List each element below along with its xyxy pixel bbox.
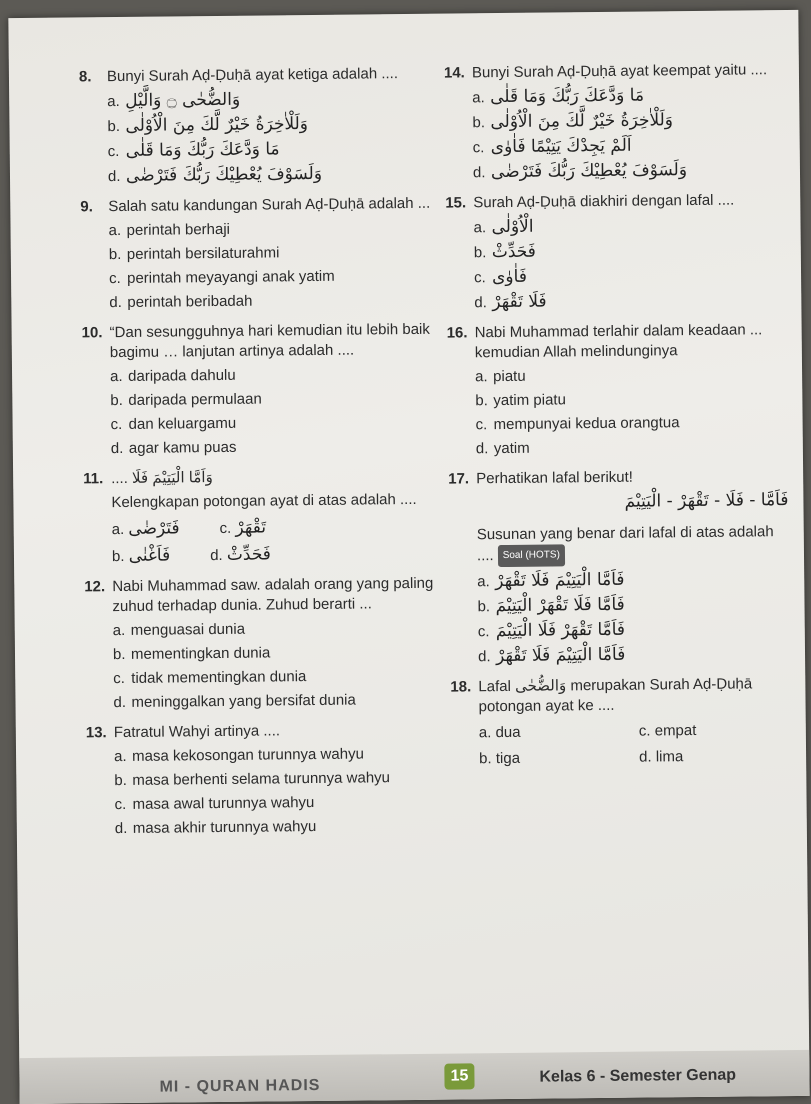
answer-option: [479, 748, 599, 769]
question-number: 12.: [84, 578, 106, 596]
answer-option: [479, 722, 599, 743]
option-letter: d.: [113, 693, 127, 712]
option-arabic: وَلَسَوْفَ يُعْطِيْكَ رَبُّكَ فَتَرْضٰى: [490, 160, 688, 183]
option-text: perintah berhaji: [126, 220, 231, 239]
question: [447, 320, 788, 460]
option-arabic: فَاَمَّا الْيَتِيْمَ فَلَا تَقْهَرْ: [495, 644, 626, 667]
page-number: 15: [444, 1063, 474, 1089]
question-head: [84, 574, 444, 618]
answer-option: [85, 666, 445, 690]
option-text: dua: [495, 723, 521, 742]
option-text: menguasai dunia: [130, 620, 246, 639]
answer-option: [444, 84, 784, 109]
answer-row: [84, 543, 444, 568]
answer-option: [446, 239, 786, 264]
answer-option: [82, 412, 442, 436]
question-text-2: Kelengkapan potongan ayat di atas adalah ....: [111, 490, 417, 512]
option-letter: d.: [210, 546, 227, 565]
answer-option: [448, 412, 788, 436]
question: [84, 574, 445, 714]
option-arabic: مَا وَدَّعَكَ رَبُّكَ وَمَا قَلٰى: [490, 85, 645, 108]
option-text: daripada permulaan: [128, 390, 262, 409]
footer-semester: Kelas 6 - Semester Genap: [539, 1066, 737, 1086]
question-number: 13.: [85, 724, 107, 742]
answer-option: [82, 388, 442, 412]
option-letter: a.: [108, 221, 122, 240]
option-letter: a.: [107, 93, 120, 111]
question-text-2: Susunan yang benar dari lafal di atas adalah .... Soal (HOTS): [449, 522, 789, 568]
option-arabic: الْاُوْلٰى: [491, 216, 534, 238]
question-text: Nabi Muhammad terlahir dalam keadaan ... kemudian Allah melindunginya: [474, 321, 763, 362]
option-letter: c.: [473, 269, 486, 287]
answer-row: [451, 746, 791, 770]
option-letter: c.: [108, 270, 121, 288]
answer-option: [450, 618, 790, 643]
option-arabic: اَلَمْ يَجِدْكَ يَتِيْمًا فَاٰوٰى: [490, 135, 632, 158]
question-text: Salah satu kandungan Surah Aḍ-Ḍuḥā adalah ...: [108, 194, 431, 216]
option-letter: a.: [110, 367, 123, 386]
question-text: Bunyi Surah Aḍ-Ḍuḥā ayat ketiga adalah ....: [106, 65, 399, 86]
option-letter: b.: [111, 547, 129, 566]
answer-option: [448, 436, 788, 460]
question-head: [444, 60, 784, 84]
option-letter: c.: [219, 519, 236, 537]
question-number: 18.: [450, 678, 472, 696]
question: [83, 466, 444, 568]
question-text: Bunyi Surah Aḍ-Ḍuḥā ayat keempat yaitu ....: [471, 61, 768, 82]
question-number: 15.: [445, 194, 467, 212]
question: [445, 190, 786, 314]
option-letter: a.: [113, 747, 127, 766]
option-text: lima: [655, 748, 684, 766]
answer-option: [81, 290, 441, 314]
option-letter: c.: [477, 623, 490, 641]
option-text: tiga: [495, 749, 521, 768]
question: [448, 466, 790, 668]
option-letter: d.: [477, 648, 491, 666]
option-letter: d.: [110, 439, 124, 458]
answer-option: [81, 242, 441, 266]
answer-option: [450, 643, 790, 668]
option-letter: b.: [479, 750, 496, 768]
answer-option: [639, 720, 759, 741]
question-number: 16.: [446, 324, 468, 342]
answer-option: [80, 218, 440, 242]
option-text: yatim: [493, 439, 530, 458]
option-arabic: فَحَدِّثْ: [491, 241, 536, 263]
option-text: empat: [654, 722, 697, 740]
worksheet-page: [8, 10, 809, 1104]
question-text: .... وَاَمَّا الْيَتِيْمَ فَلَا: [111, 469, 213, 488]
option-letter: a.: [477, 573, 490, 591]
answer-option: [112, 518, 180, 540]
option-letter: d.: [107, 168, 121, 186]
option-letter: d.: [639, 748, 656, 766]
answer-option: [86, 768, 446, 792]
answer-option: [80, 163, 440, 188]
question-head: [445, 190, 785, 214]
footer-subject: MI - QURAN HADIS: [159, 1076, 321, 1096]
option-letter: c.: [638, 722, 655, 740]
option-text: yatim piatu: [493, 391, 566, 410]
question-head: [450, 674, 790, 718]
answer-option: [445, 134, 785, 159]
option-letter: c.: [114, 795, 127, 814]
answer-option: [85, 618, 445, 642]
question: [80, 194, 441, 314]
option-text: masa akhir turunnya wahyu: [132, 817, 317, 837]
answer-option: [87, 816, 447, 840]
answer-option: [86, 792, 446, 816]
option-text: perintah beribadah: [127, 292, 253, 311]
question-head: [86, 720, 446, 744]
answer-option: [449, 568, 789, 593]
option-letter: b.: [108, 245, 122, 264]
option-arabic: وَلَسَوْفَ يُعْطِيْكَ رَبُّكَ فَتَرْضٰى: [125, 163, 323, 186]
option-letter: b.: [112, 645, 126, 664]
answer-option: [85, 690, 445, 714]
question-head: [79, 64, 439, 88]
question-text: Perhatikan lafal berikut!: [476, 468, 634, 488]
answer-option: [80, 138, 440, 163]
answer-option: [447, 364, 787, 388]
option-text: meninggalkan yang bersifat dunia: [131, 691, 356, 711]
option-arabic: مَا وَدَّعَكَ رَبُّكَ وَمَا قَلٰى: [125, 139, 280, 161]
option-arabic: وَلَلْاٰخِرَةُ خَيْرٌ لَّكَ مِنَ الْاُوْلٰى: [125, 114, 309, 136]
question-number: 10.: [81, 324, 103, 342]
question-text: Fatratul Wahyi artinya ....: [113, 722, 281, 742]
answer-option: [82, 364, 442, 388]
left-column: [79, 64, 447, 850]
answer-option: [445, 214, 785, 239]
option-arabic: وَالضُّحٰى ۝ وَالَّيْلِ: [125, 89, 241, 111]
right-column: [444, 60, 791, 780]
answer-option: [220, 517, 267, 538]
answer-option: [449, 593, 789, 618]
answer-option: [210, 544, 271, 566]
option-arabic: تَقْهَرْ: [235, 517, 267, 538]
question-head: [448, 466, 788, 490]
option-text: tidak mementingkan dunia: [131, 668, 307, 687]
option-letter: b.: [475, 392, 488, 410]
option-arabic: فَاٰوٰى: [491, 266, 528, 288]
option-text: piatu: [493, 367, 526, 386]
option-letter: a.: [112, 621, 126, 640]
option-text: masa kekosongan turunnya wahyu: [131, 745, 364, 765]
option-letter: d.: [114, 819, 128, 838]
option-letter: a.: [111, 520, 129, 539]
option-text: mempunyai kedua orangtua: [493, 414, 680, 434]
question-text: Surah Aḍ-Ḍuḥā diakhiri dengan lafal ....: [473, 191, 735, 212]
question: [450, 674, 791, 770]
option-arabic: فَلَا تَقْهَرْ: [492, 291, 547, 313]
hots-badge: Soal (HOTS): [498, 544, 565, 567]
answer-option: [85, 642, 445, 666]
question: [86, 720, 447, 840]
option-text: dan keluargamu: [128, 414, 237, 433]
option-text: perintah bersilaturahmi: [126, 244, 280, 263]
option-arabic: فَاَمَّا فَلَا تَقْهَرْ الْيَتِيْمَ: [495, 594, 625, 617]
question-head: [447, 320, 787, 364]
answer-option: [639, 746, 759, 767]
question: [444, 60, 785, 184]
option-letter: c.: [110, 415, 123, 434]
answer-option: [446, 289, 786, 314]
option-arabic: فَاَمَّا الْيَتِيْمَ فَلَا تَقْهَرْ: [495, 569, 625, 592]
question-number: 9.: [80, 198, 93, 216]
option-text: daripada dahulu: [128, 366, 236, 385]
option-letter: b.: [114, 771, 127, 790]
option-arabic: وَلَلْاٰخِرَةُ خَيْرٌ لَّكَ مِنَ الْاُوْلٰى: [490, 110, 674, 133]
answer-option: [444, 109, 784, 134]
answer-option: [83, 436, 443, 460]
option-letter: c.: [113, 669, 126, 688]
option-letter: a.: [478, 724, 496, 742]
question-head: [83, 466, 443, 490]
question: [82, 320, 443, 460]
option-letter: d.: [472, 164, 486, 182]
option-letter: b.: [472, 114, 486, 132]
option-letter: a.: [473, 219, 487, 237]
answer-option: [79, 113, 439, 138]
option-letter: d.: [475, 440, 489, 458]
option-text: mementingkan dunia: [130, 644, 271, 663]
answer-option: [79, 88, 439, 113]
question-number: 17.: [448, 470, 470, 488]
option-letter: c.: [107, 143, 120, 161]
question-text: Nabi Muhammad saw. adalah orang yang paling zuhud terhadap dunia. Zuhud berarti ...: [112, 574, 434, 616]
option-arabic: فَاَغْنٰى: [128, 545, 171, 566]
option-letter: b.: [473, 244, 487, 262]
question-number: 14.: [443, 64, 465, 82]
option-text: agar kamu puas: [128, 438, 237, 457]
lafal-list: فَاَمَّا - فَلَا - تَقْهَرْ - الْيَتِيْمَ: [624, 490, 789, 512]
answer-row: [451, 720, 791, 744]
option-letter: c.: [475, 416, 488, 434]
option-letter: a.: [472, 89, 485, 107]
option-letter: b.: [477, 598, 491, 616]
question-text: Lafal وَالضُّحٰى merupakan Surah Aḍ-Ḍuḥā potongan ayat ke ....: [478, 675, 753, 716]
option-letter: a.: [475, 368, 488, 386]
question-number: 8.: [78, 68, 92, 86]
question-head: [80, 194, 440, 218]
answer-option: [112, 546, 170, 568]
answer-option: [445, 159, 785, 184]
answer-option: [81, 266, 441, 290]
question-text: “Dan sesungguhnya hari kemudian itu lebih baik bagimu … lanjutan artinya adalah ....: [109, 320, 430, 362]
answer-option: [446, 264, 786, 289]
option-arabic: فَاَمَّا تَقْهَرْ فَلَا الْيَتِيْمَ: [495, 619, 626, 642]
question-head: [82, 320, 442, 364]
option-arabic: فَتَرْضٰى: [128, 518, 180, 539]
option-letter: d.: [474, 294, 487, 312]
page-footer: [19, 1050, 809, 1104]
answer-option: [447, 388, 787, 412]
option-letter: c.: [472, 139, 485, 157]
answer-row: [84, 516, 444, 541]
option-letter: d.: [109, 293, 122, 312]
option-text: masa berhenti selama turunnya wahyu: [132, 769, 391, 789]
question: [79, 64, 440, 188]
option-text: masa awal turunnya wahyu: [132, 794, 315, 813]
answer-option: [86, 744, 446, 768]
option-letter: b.: [110, 391, 123, 410]
option-text: perintah meyayangi anak yatim: [126, 267, 335, 287]
question-number: 11.: [83, 470, 104, 488]
option-arabic: فَحَدِّثْ: [226, 544, 271, 565]
option-letter: b.: [107, 118, 121, 136]
